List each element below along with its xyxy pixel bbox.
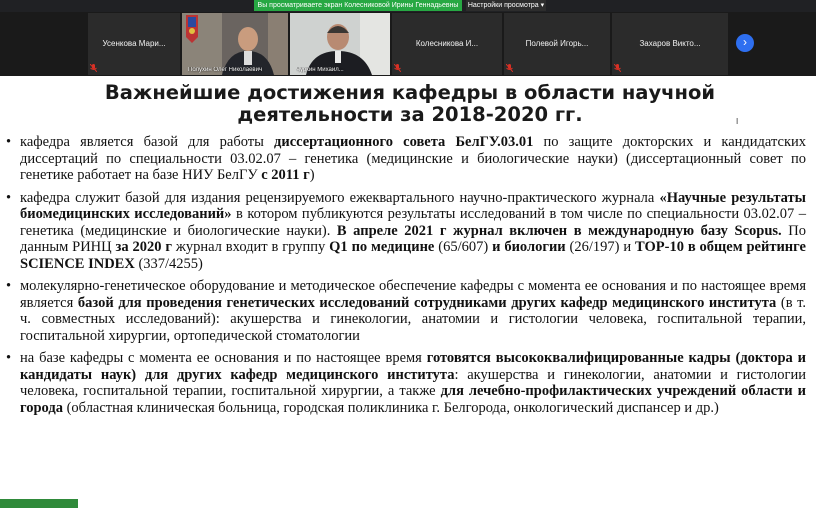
participant-tile[interactable] (504, 13, 610, 75)
slide-title (60, 82, 760, 126)
bullet-text: (в т. ч. совместных исследований): акушерства и гинекологии, анатомии и гистологии человека, госпитальной терапии, госпитальной хирургии, ортопедической стоматологии (20, 294, 807, 344)
participant-tile[interactable] (392, 13, 502, 75)
bullet-text: кафедра служит базой для издания рецензируемого ежеквартального научно-практического журнала (20, 189, 660, 206)
participant-tile[interactable] (88, 13, 180, 75)
mic-muted-icon (614, 64, 621, 72)
bullet-text-bold: с 2011 г (261, 167, 310, 183)
participant-name: Полевой Игорь... (525, 39, 589, 48)
bullet-marker: • (6, 189, 12, 206)
bullet-text: в котором публикуются результаты исследований в том числе по специальности 03.02.07 – генетика (медицинские и биологические науки). (20, 206, 806, 239)
slide-bullet (6, 350, 806, 416)
bullet-text: кафедра является базой для работы (20, 134, 274, 150)
slide-title-line: деятельности за 2018-2020 гг. (237, 103, 583, 126)
bullet-marker: • (6, 278, 12, 294)
bullet-text-bold: В апреле 2021 г журнал включен в международную базу Scopus. (336, 222, 782, 239)
slide-title-line: Важнейшие достижения кафедры в области научной (104, 81, 716, 104)
view-options-button[interactable]: Настройки просмотра ▾ (467, 2, 545, 9)
bullet-text: журнал входит в группу (171, 239, 330, 255)
bullet-marker: • (6, 134, 12, 150)
text-cursor-icon: I (736, 117, 739, 126)
bullet-text: молекулярно-генетическое оборудование и методическое обеспечение кафедры с момента ее основания и по настоящее время является (20, 278, 806, 311)
bullet-text: на базе кафедры с момента ее основания и по настоящее время (20, 350, 427, 366)
university-logo (0, 499, 78, 508)
bullet-text: по защите докторских и кандидатских диссертаций по специальности 03.02.07 – генетика (медицинские и биологические науки) (диссертационный совет по генетике работает на базе НИУ БелГУ (20, 134, 806, 183)
screen-share-banner: Вы просматриваете экран Колесниковой Ирины Геннадьевны (254, 0, 462, 11)
mic-muted-icon (90, 64, 97, 72)
participant-video (182, 13, 288, 75)
slide-bullet (6, 278, 806, 344)
bullet-text: (337/4255) (134, 255, 203, 272)
chevron-right-icon: › (743, 35, 747, 49)
participant-video-tile[interactable] (182, 13, 288, 75)
bullet-text: : акушерства и гинекологии, анатомии и гистологии человека, госпитальной терапии, госпитальной хирургии, а также (20, 366, 806, 399)
shared-slide (0, 76, 816, 508)
participant-video-tile[interactable] (290, 13, 390, 75)
bullet-text: ) (309, 167, 315, 183)
bullet-text-bold: готовятся высококвалифицированные кадры (доктора и кандидаты наук) для других кафедр медицинского института (20, 350, 806, 383)
bullet-text-bold: для лечебно-профилактических учреждений области и города (20, 383, 806, 416)
bullet-text-bold: Q1 по медицине (329, 239, 435, 255)
participant-name: Чуркин Михаил... (296, 67, 344, 73)
bullet-text: (26/197) и (565, 239, 635, 255)
participant-name: Полухин Олег Николаевич (188, 67, 263, 73)
bullet-text-bold: диссертационного совета БелГУ.03.01 (274, 134, 534, 150)
mic-muted-icon (506, 64, 513, 72)
bullet-text-bold: за 2020 г (115, 239, 172, 255)
slide-bullets (6, 134, 806, 422)
slide-bullet (6, 190, 806, 273)
participant-name: Захаров Викто... (639, 39, 701, 48)
participant-name: Колесникова И... (415, 39, 479, 48)
view-options-label: Настройки просмотра (467, 2, 539, 9)
participant-name: Усенкова Мари... (102, 39, 166, 48)
participant-video (290, 13, 390, 75)
bullet-text-bold: ТОР-10 в общем рейтинге SCIENCE INDEX (20, 239, 806, 272)
bullet-text-bold: и биологии (492, 239, 566, 255)
bullet-text-bold: «Научные результаты биомедицинских исследований» (20, 189, 806, 222)
participant-tile[interactable] (612, 13, 728, 75)
bullet-marker: • (6, 350, 12, 366)
bullet-text: (65/607) (434, 239, 493, 255)
meeting-top-bar (0, 0, 816, 12)
bullet-text: (областная клиническая больница, городская поликлиника г. Белгорода, онкологический диспансер и др.) (62, 399, 719, 416)
mic-muted-icon (394, 64, 401, 72)
next-participants-button[interactable] (736, 34, 754, 52)
bullet-text: По данным РИНЦ (20, 222, 806, 255)
bullet-text-bold: базой для проведения генетических исследований сотрудниками других кафедр медицинского института (77, 294, 777, 311)
slide-bullet (6, 134, 806, 184)
